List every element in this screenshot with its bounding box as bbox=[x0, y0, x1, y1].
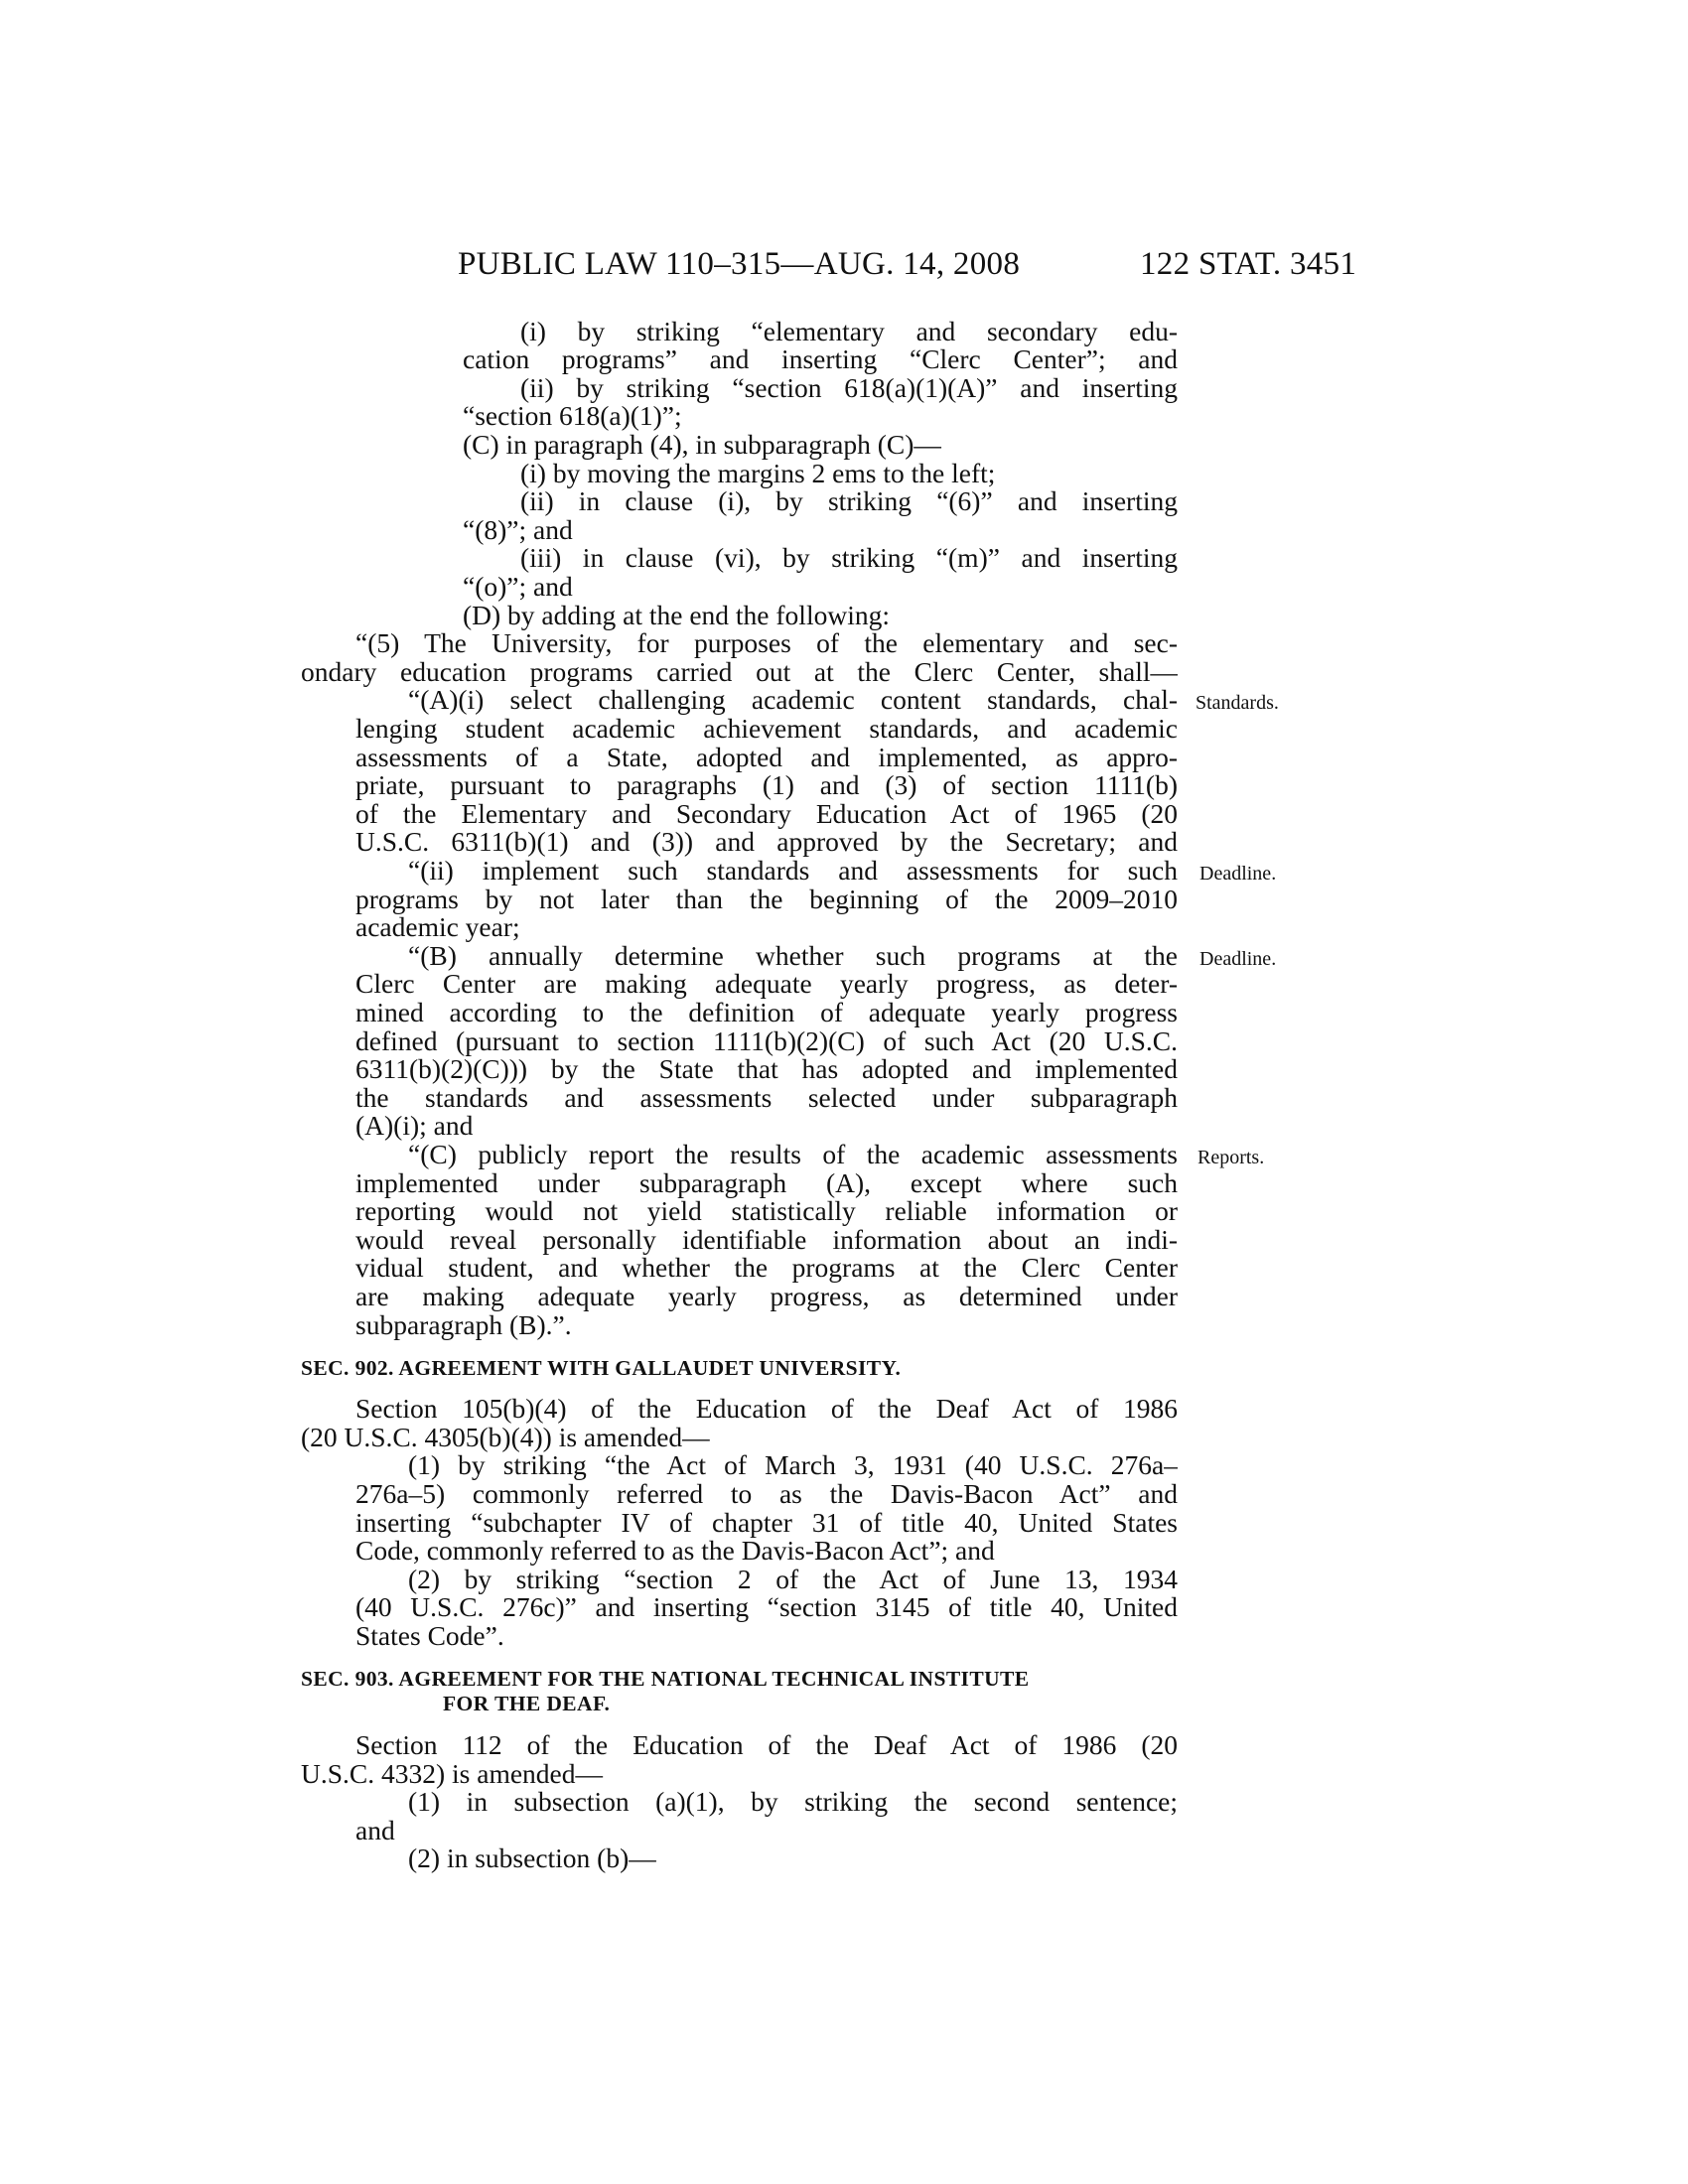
text-line: U.S.C. 6311(b)(1) and (3)) and approved by the Secretary; and bbox=[355, 828, 1178, 857]
text-line: (1) by striking “the Act of March 3, 1931 (40 U.S.C. 276a– bbox=[408, 1451, 1178, 1480]
text-line: programs by not later than the beginning of the 2009–2010 bbox=[355, 886, 1178, 914]
text-line: assessments of a State, adopted and implemented, as appro- bbox=[355, 744, 1178, 772]
text-line: (i) by striking “elementary and secondary edu- bbox=[520, 318, 1178, 346]
text-line: (20 U.S.C. 4305(b)(4)) is amended— bbox=[301, 1424, 710, 1452]
running-header-title: PUBLIC LAW 110–315—AUG. 14, 2008 bbox=[458, 246, 1021, 282]
text-line: inserting “subchapter IV of chapter 31 of title 40, United States bbox=[355, 1509, 1178, 1538]
text-line: U.S.C. 4332) is amended— bbox=[301, 1760, 604, 1789]
section-heading-903: SEC. 903. AGREEMENT FOR THE NATIONAL TECHNICAL INSTITUTE bbox=[301, 1667, 1030, 1691]
section-heading-902: SEC. 902. AGREEMENT WITH GALLAUDET UNIVERSITY. bbox=[301, 1356, 902, 1380]
text-line: reporting would not yield statistically reliable information or bbox=[355, 1197, 1178, 1226]
text-line: Section 105(b)(4) of the Education of the Deaf Act of 1986 bbox=[355, 1395, 1178, 1424]
text-line: (i) by moving the margins 2 ems to the left; bbox=[520, 460, 996, 488]
text-line: “(o)”; and bbox=[463, 573, 573, 602]
page-number: 122 STAT. 3451 bbox=[1140, 246, 1357, 282]
text-line: 6311(b)(2)(C))) by the State that has adopted and implemented bbox=[355, 1055, 1178, 1084]
margin-note-deadline: Deadline. bbox=[1199, 948, 1277, 970]
margin-note-deadline: Deadline. bbox=[1199, 863, 1277, 885]
text-line: vidual student, and whether the programs at the Clerc Center bbox=[355, 1254, 1178, 1283]
text-line: 276a–5) commonly referred to as the Davis-Bacon Act” and bbox=[355, 1480, 1178, 1509]
margin-note-standards: Standards. bbox=[1196, 692, 1279, 714]
text-line: (ii) by striking “section 618(a)(1)(A)” and inserting bbox=[520, 374, 1178, 403]
text-line: Section 112 of the Education of the Deaf Act of 1986 (20 bbox=[355, 1731, 1178, 1760]
text-line: cation programs” and inserting “Clerc Center”; and bbox=[463, 345, 1178, 374]
text-line: “(ii) implement such standards and assessments for such bbox=[408, 857, 1178, 886]
text-line: mined according to the definition of adequate yearly progress bbox=[355, 999, 1178, 1027]
text-line: “(A)(i) select challenging academic content standards, chal- bbox=[408, 686, 1178, 715]
text-line: (2) by striking “section 2 of the Act of June 13, 1934 bbox=[408, 1566, 1178, 1594]
margin-note-reports: Reports. bbox=[1197, 1147, 1265, 1168]
text-line: lenging student academic achievement standards, and academic bbox=[355, 715, 1178, 744]
text-line: implemented under subparagraph (A), except where such bbox=[355, 1169, 1178, 1198]
text-line: would reveal personally identifiable information about an indi- bbox=[355, 1226, 1178, 1255]
text-line: Clerc Center are making adequate yearly progress, as deter- bbox=[355, 970, 1178, 999]
text-line: (C) in paragraph (4), in subparagraph (C)— bbox=[463, 431, 941, 460]
text-line: (D) by adding at the end the following: bbox=[463, 602, 890, 630]
text-line: ondary education programs carried out at the Clerc Center, shall— bbox=[301, 658, 1178, 687]
text-line: “(C) publicly report the results of the academic assessments bbox=[408, 1141, 1178, 1169]
text-line: States Code”. bbox=[355, 1622, 504, 1651]
text-line: academic year; bbox=[355, 913, 520, 942]
text-line: “section 618(a)(1)”; bbox=[463, 402, 682, 431]
text-line: (1) in subsection (a)(1), by striking the second sentence; bbox=[408, 1788, 1178, 1817]
text-line: “(B) annually determine whether such programs at the bbox=[408, 942, 1178, 971]
text-line: (2) in subsection (b)— bbox=[408, 1844, 656, 1873]
text-line: (iii) in clause (vi), by striking “(m)” and inserting bbox=[520, 544, 1178, 573]
text-line: of the Elementary and Secondary Education Act of 1965 (20 bbox=[355, 800, 1178, 829]
text-line: (40 U.S.C. 276c)” and inserting “section 3145 of title 40, United bbox=[355, 1593, 1178, 1622]
text-line: subparagraph (B).”. bbox=[355, 1311, 572, 1340]
text-line: Code, commonly referred to as the Davis-Bacon Act”; and bbox=[355, 1537, 995, 1566]
text-line: “(8)”; and bbox=[463, 516, 573, 545]
text-line: defined (pursuant to section 1111(b)(2)(C) of such Act (20 U.S.C. bbox=[355, 1027, 1178, 1056]
text-line: “(5) The University, for purposes of the elementary and sec- bbox=[355, 629, 1178, 658]
text-line: priate, pursuant to paragraphs (1) and (3) of section 1111(b) bbox=[355, 771, 1178, 800]
section-heading-903-cont: FOR THE DEAF. bbox=[443, 1692, 611, 1715]
text-line: (A)(i); and bbox=[355, 1112, 474, 1141]
text-line: the standards and assessments selected under subparagraph bbox=[355, 1084, 1178, 1113]
text-line: (ii) in clause (i), by striking “(6)” and inserting bbox=[520, 487, 1178, 516]
text-line: and bbox=[355, 1817, 395, 1845]
text-line: are making adequate yearly progress, as determined under bbox=[355, 1283, 1178, 1311]
